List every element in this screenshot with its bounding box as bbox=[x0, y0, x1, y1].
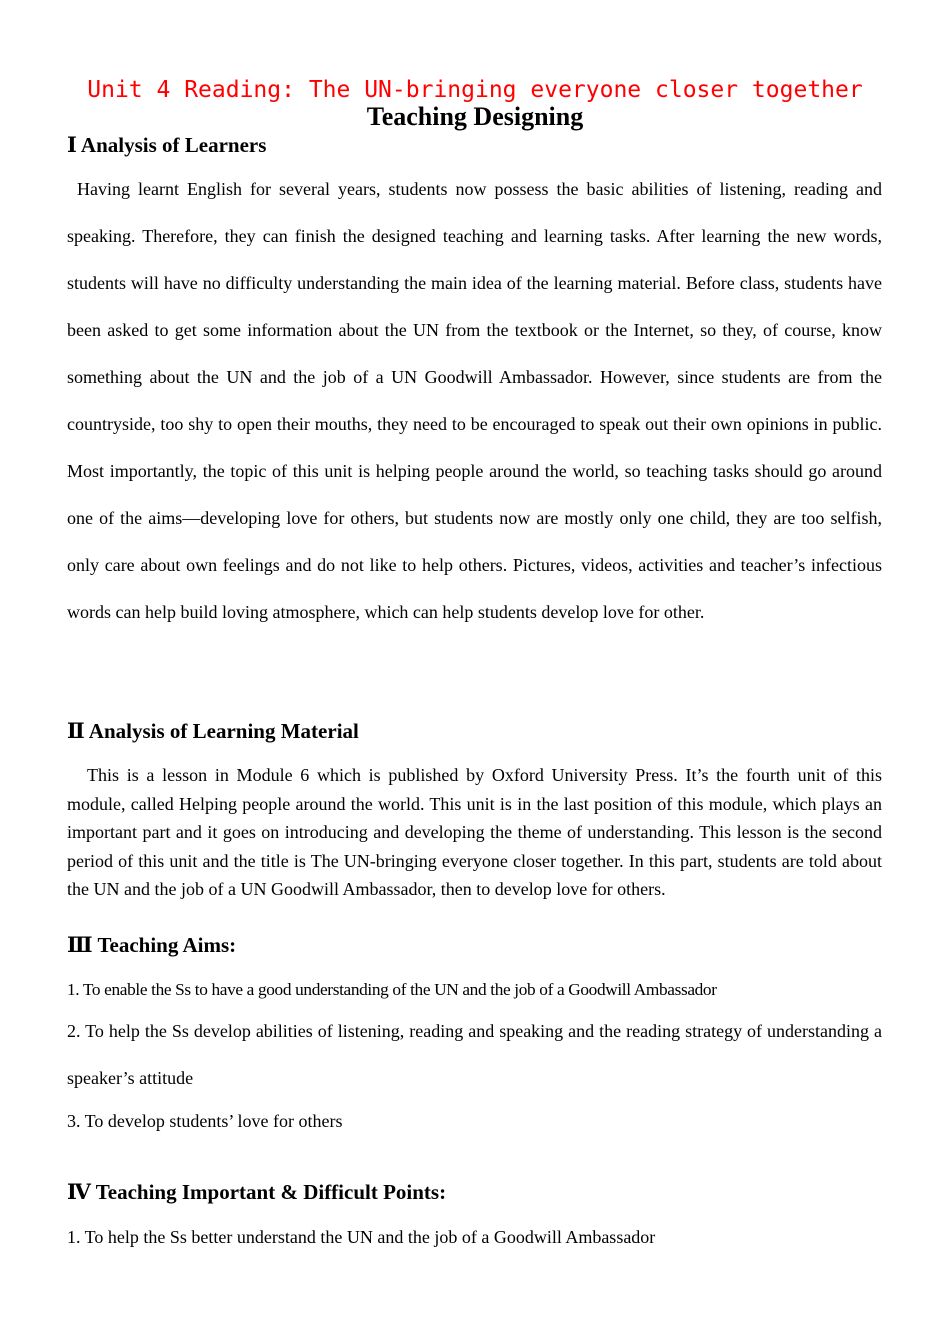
section-heading-material: Ⅱ Analysis of Learning Material bbox=[67, 719, 359, 743]
section-heading-aims: Ⅲ Teaching Aims: bbox=[67, 933, 237, 957]
point-item-1: 1. To help the Ss better understand the UN and the job of a Goodwill Ambassador bbox=[67, 1227, 656, 1247]
learners-paragraph: Having learnt English for several years, students now possess the basic abilities of listening, reading and speaking. Therefore, they can finish the designed teaching and learning tasks. After learning the new words, students will have no difficulty understanding the main idea of the learning material. Before class, students have been asked to get some information about the UN from the textbook or the Internet, so they, of course, know something about the UN and the job of a UN Goodwill Ambassador. However, since students are from the countryside, too shy to open their mouths, they need to be encouraged to speak out their own opinions in public. Most importantly, the topic of this unit is helping people around the world, so teaching tasks should go around one of the aims—developing love for others, but students now are mostly only one child, they are too selfish, only care about own feelings and do not like to help others. Pictures, videos, activities and teacher’s infectious words can help build loving atmosphere, which can help students develop love for other. bbox=[67, 179, 882, 622]
section-heading-learners: Ⅰ Analysis of Learners bbox=[67, 133, 267, 157]
aim-item-2: 2. To help the Ss develop abilities of listening, reading and speaking and the reading strategy of understanding a speaker’s attitude bbox=[67, 1021, 882, 1088]
material-paragraph: This is a lesson in Module 6 which is published by Oxford University Press. It’s the fourth unit of this module, called Helping people around the world. This unit is in the last position of this module, which plays an important part and it goes on introducing and developing the theme of understanding. This lesson is the second period of this unit and the title is The UN-bringing everyone closer together. In this part, students are told about the UN and the job of a UN Goodwill Ambassador, then to develop love for others. bbox=[67, 765, 882, 899]
aim-item-1: 1. To enable the Ss to have a good understanding of the UN and the job of a Goodwill Ambassador bbox=[67, 980, 717, 999]
aim-item-3: 3. To develop students’ love for others bbox=[67, 1111, 343, 1131]
document-subtitle: Teaching Designing bbox=[366, 102, 584, 131]
section-heading-points: Ⅳ Teaching Important & Difficult Points: bbox=[67, 1180, 447, 1204]
document-title: Unit 4 Reading: The UN-bringing everyone closer together bbox=[87, 77, 863, 103]
